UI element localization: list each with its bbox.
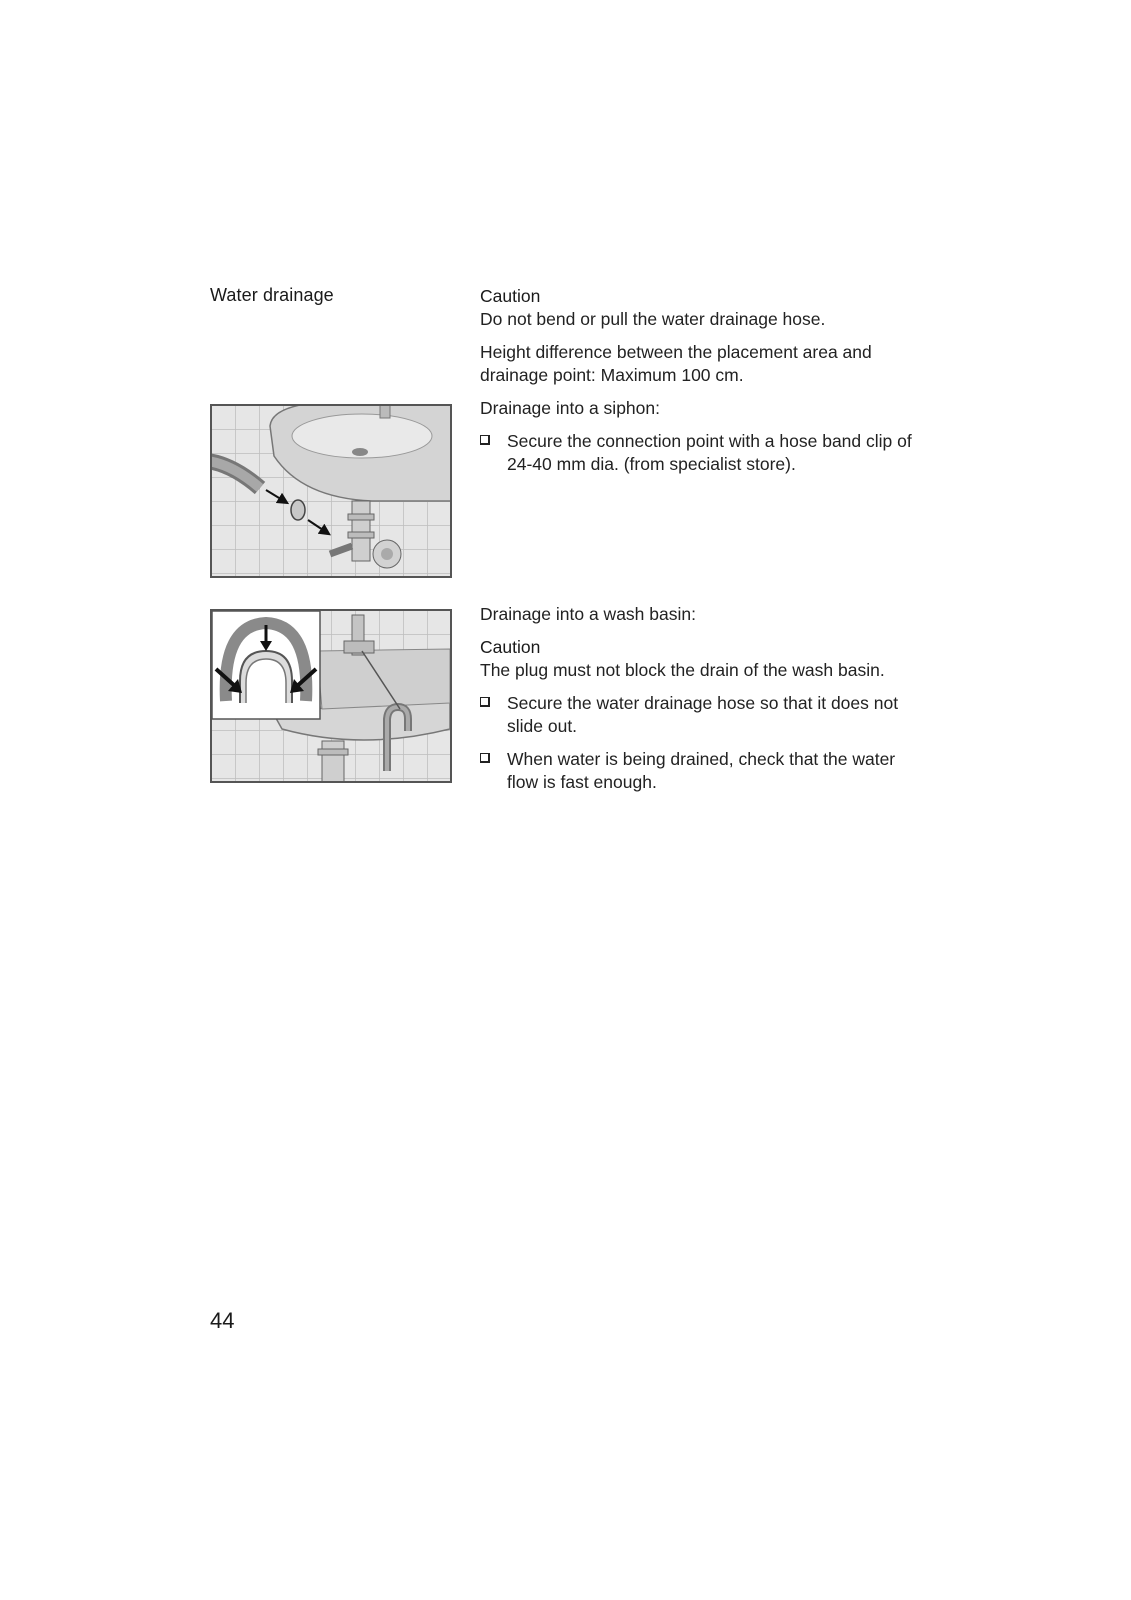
caution-text: Do not bend or pull the water drainage hose.: [480, 309, 826, 329]
checkbox-bullet-icon: [480, 753, 490, 763]
siphon-heading: Drainage into a siphon:: [480, 398, 660, 418]
siphon-illustration: [210, 404, 452, 578]
basin-bullet-2: [480, 748, 920, 794]
basin-heading: Drainage into a wash basin:: [480, 604, 696, 624]
checkbox-bullet-icon: [480, 435, 490, 445]
siphon-text-block: [480, 285, 920, 476]
wash-basin-drawing: [212, 611, 450, 781]
siphon-bullet: [480, 430, 920, 476]
caution-text: The plug must not block the drain of the wash basin.: [480, 660, 885, 680]
wash-basin-illustration: [210, 609, 452, 783]
caution-label: Caution: [480, 286, 541, 306]
basin-bullet-1: [480, 692, 920, 738]
height-difference-text: Height difference between the placement area and drainage point: Maximum 100 cm.: [480, 342, 872, 385]
checkbox-bullet-icon: [480, 697, 490, 707]
siphon-bullet-text: Secure the connection point with a hose band clip of 24-40 mm dia. (from specialist store).: [507, 431, 912, 474]
basin-text-block: [480, 603, 920, 794]
section-title: Water drainage: [210, 285, 334, 305]
basin-bullet-1-text: Secure the water drainage hose so that it does not slide out.: [507, 693, 899, 736]
siphon-drawing: [212, 406, 450, 576]
basin-bullet-2-text: When water is being drained, check that the water flow is fast enough.: [507, 749, 896, 792]
page-number: 44: [210, 1308, 235, 1333]
caution-label: Caution: [480, 637, 541, 657]
